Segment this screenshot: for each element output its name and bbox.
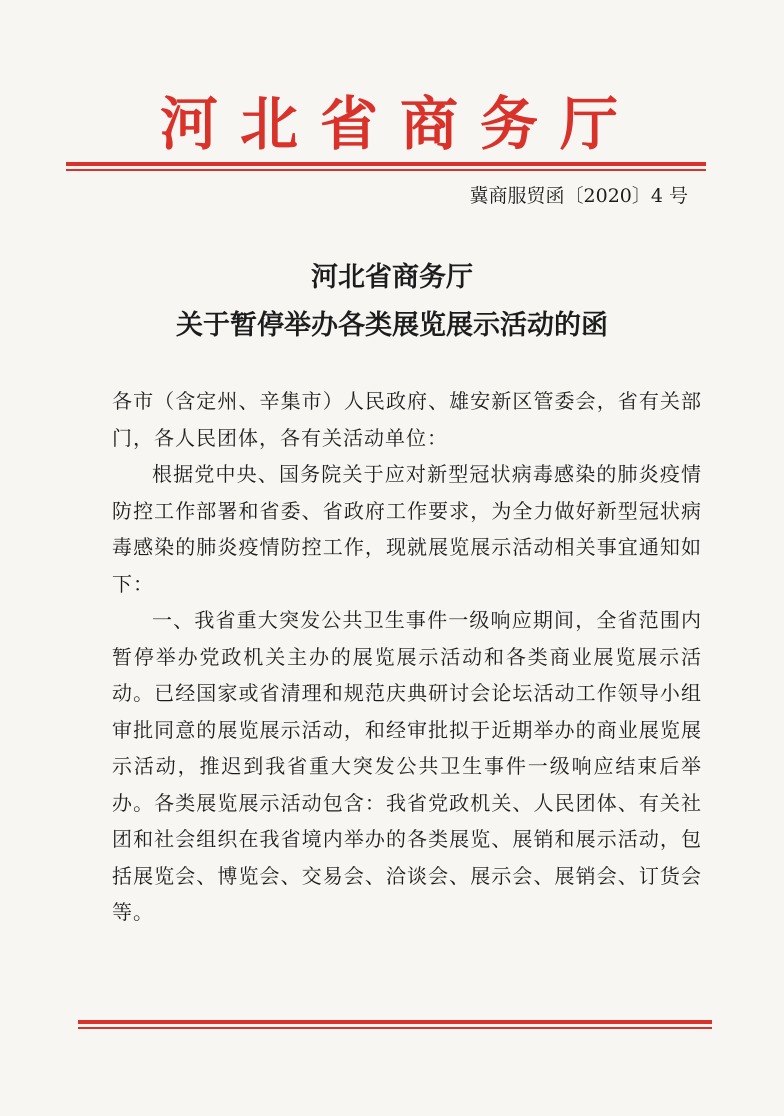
document-title-line-1: 河北省商务厅 (311, 262, 473, 293)
letterhead-rule-thick (66, 162, 706, 166)
footer-rule-thick (78, 1020, 712, 1024)
paragraph-item-1: 一、我省重大突发公共卫生事件一级响应期间，全省范围内暂停举办党政机关主办的展览展示活动和各类商业展览展示活动。已经国家或省清理和规范庆典研讨会论坛活动工作领导小组审批同意的展览展示活动，和经审批拟于近期举办的商业展览展示活动，推迟到我省重大突发公共卫生事件一级响应结束后举办。各类展览展示活动包含：我省党政机关、人民团体、有关社团和社会组织在我省境内举办的各类展览、展销和展示活动，包括展览会、博览会、交易会、洽谈会、展示会、展销会、订货会等。 (112, 608, 702, 924)
letterhead-rule-thin (66, 169, 706, 171)
footer-rule-thin (78, 1027, 712, 1029)
document-title-line-2: 关于暂停举办各类展览展示活动的函 (176, 310, 608, 341)
document-body (112, 383, 702, 931)
paragraph-intro: 根据党中央、国务院关于应对新型冠状病毒感染的肺炎疫情防控工作部署和省委、省政府工作要求，为全力做好新型冠状病毒感染的肺炎疫情防控工作，现就展览展示活动相关事宜通知如下： (112, 462, 702, 596)
letterhead-title: 河北省商务厅 (159, 90, 640, 158)
document-number: 冀商服贸函〔2020〕4 号 (469, 185, 688, 207)
salutation: 各市（含定州、辛集市）人民政府、雄安新区管委会，省有关部门，各人民团体，各有关活动单位： (112, 389, 702, 450)
